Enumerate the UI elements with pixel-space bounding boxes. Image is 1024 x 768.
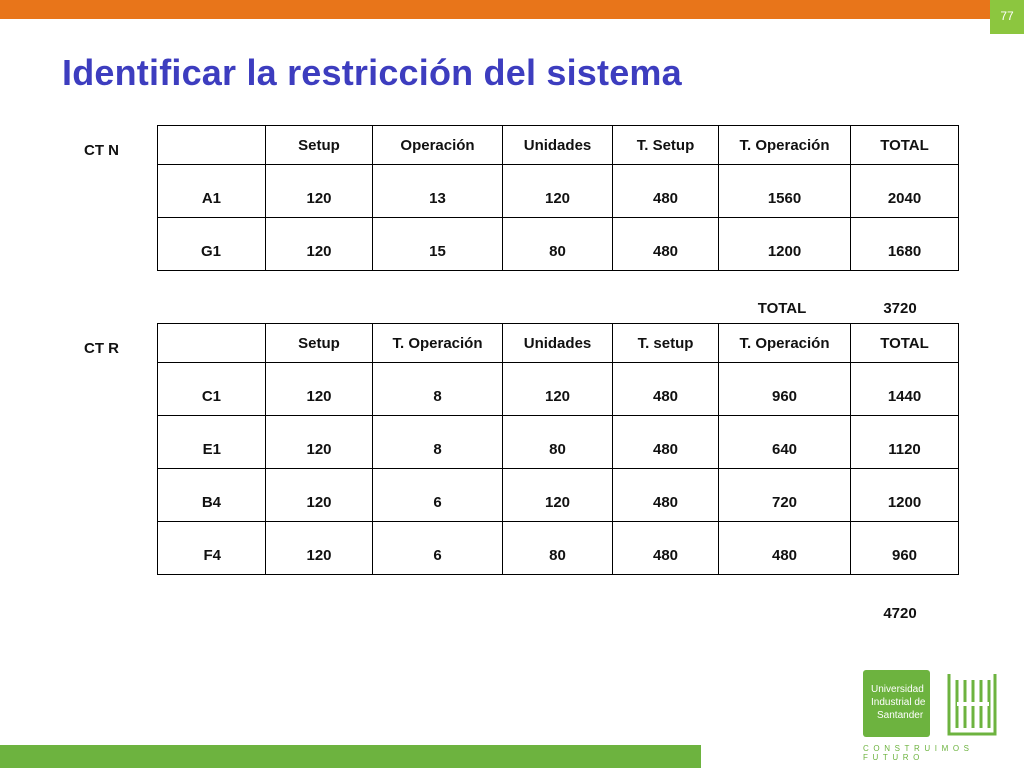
header-cell: Operación — [373, 126, 503, 165]
table-cell: C1 — [158, 363, 266, 416]
ct-r-label: CT R — [84, 340, 119, 357]
table-cell: 120 — [503, 165, 613, 218]
header-cell: T. Operación — [719, 126, 851, 165]
ct-n-label: CT N — [84, 142, 119, 159]
logo-line: Santander — [877, 710, 924, 721]
uis-emblem-icon — [943, 672, 1001, 736]
header-cell: T. Operación — [719, 324, 851, 363]
ct-n-total-value: 3720 — [883, 300, 917, 317]
table-cell: 480 — [719, 522, 851, 575]
bottom-green-bar — [0, 745, 701, 768]
table-cell: 15 — [373, 218, 503, 271]
top-orange-bar — [0, 0, 990, 19]
table-cell: 120 — [266, 218, 373, 271]
table-row — [158, 363, 959, 416]
ct-n-total-label: TOTAL — [757, 300, 807, 317]
table-cell: 480 — [613, 363, 719, 416]
table-cell: 1680 — [851, 218, 959, 271]
table-cell: 2040 — [851, 165, 959, 218]
table-cell: 720 — [719, 469, 851, 522]
table-row — [158, 522, 959, 575]
table-cell: A1 — [158, 165, 266, 218]
header-cell: T. Operación — [373, 324, 503, 363]
table-cell: 80 — [503, 522, 613, 575]
header-cell — [158, 126, 266, 165]
table-cell: 120 — [266, 469, 373, 522]
header-cell: T. setup — [613, 324, 719, 363]
table-cell: 1200 — [719, 218, 851, 271]
table-cell: 80 — [503, 218, 613, 271]
header-cell: Unidades — [503, 324, 613, 363]
table-cell: E1 — [158, 416, 266, 469]
table-cell: 120 — [266, 165, 373, 218]
table-cell: 960 — [719, 363, 851, 416]
ct-r-total-value: 4720 — [883, 605, 917, 622]
header-cell: Setup — [266, 324, 373, 363]
logo-line: Universidad — [871, 684, 924, 695]
header-cell — [158, 324, 266, 363]
table-cell: 480 — [613, 469, 719, 522]
header-cell: Setup — [266, 126, 373, 165]
table-cell: 120 — [503, 363, 613, 416]
header-cell: Unidades — [503, 126, 613, 165]
table-row — [158, 218, 959, 271]
table-cell: 1120 — [851, 416, 959, 469]
table-cell: 1560 — [719, 165, 851, 218]
ct-n-table — [157, 125, 959, 271]
table-cell: 120 — [266, 416, 373, 469]
table-header-row — [158, 324, 959, 363]
header-cell: TOTAL — [851, 324, 959, 363]
table-row — [158, 416, 959, 469]
table-cell: 480 — [613, 165, 719, 218]
table-header-row — [158, 126, 959, 165]
table-cell: B4 — [158, 469, 266, 522]
table-row — [158, 165, 959, 218]
table-cell: G1 — [158, 218, 266, 271]
table-cell: 120 — [266, 522, 373, 575]
header-cell: TOTAL — [851, 126, 959, 165]
table-cell: 480 — [613, 218, 719, 271]
table-cell: 6 — [373, 469, 503, 522]
table-cell: 120 — [503, 469, 613, 522]
table-cell: 80 — [503, 416, 613, 469]
slide-title: Identificar la restricción del sistema — [62, 52, 682, 93]
table-cell: 640 — [719, 416, 851, 469]
table-cell: F4 — [158, 522, 266, 575]
table-cell: 960 — [851, 522, 959, 575]
logo-line: Industrial de — [871, 697, 926, 708]
table-cell: 1200 — [851, 469, 959, 522]
table-cell: 13 — [373, 165, 503, 218]
table-cell: 480 — [613, 416, 719, 469]
table-cell: 120 — [266, 363, 373, 416]
table-cell: 8 — [373, 416, 503, 469]
table-row — [158, 469, 959, 522]
ct-r-table — [157, 323, 959, 575]
table-cell: 1440 — [851, 363, 959, 416]
table-cell: 8 — [373, 363, 503, 416]
logo-motto: CONSTRUIMOS FUTURO — [863, 744, 974, 762]
header-cell: T. Setup — [613, 126, 719, 165]
table-cell: 480 — [613, 522, 719, 575]
page-number: 77 — [990, 0, 1024, 34]
university-logo-text — [863, 670, 930, 737]
table-cell: 6 — [373, 522, 503, 575]
